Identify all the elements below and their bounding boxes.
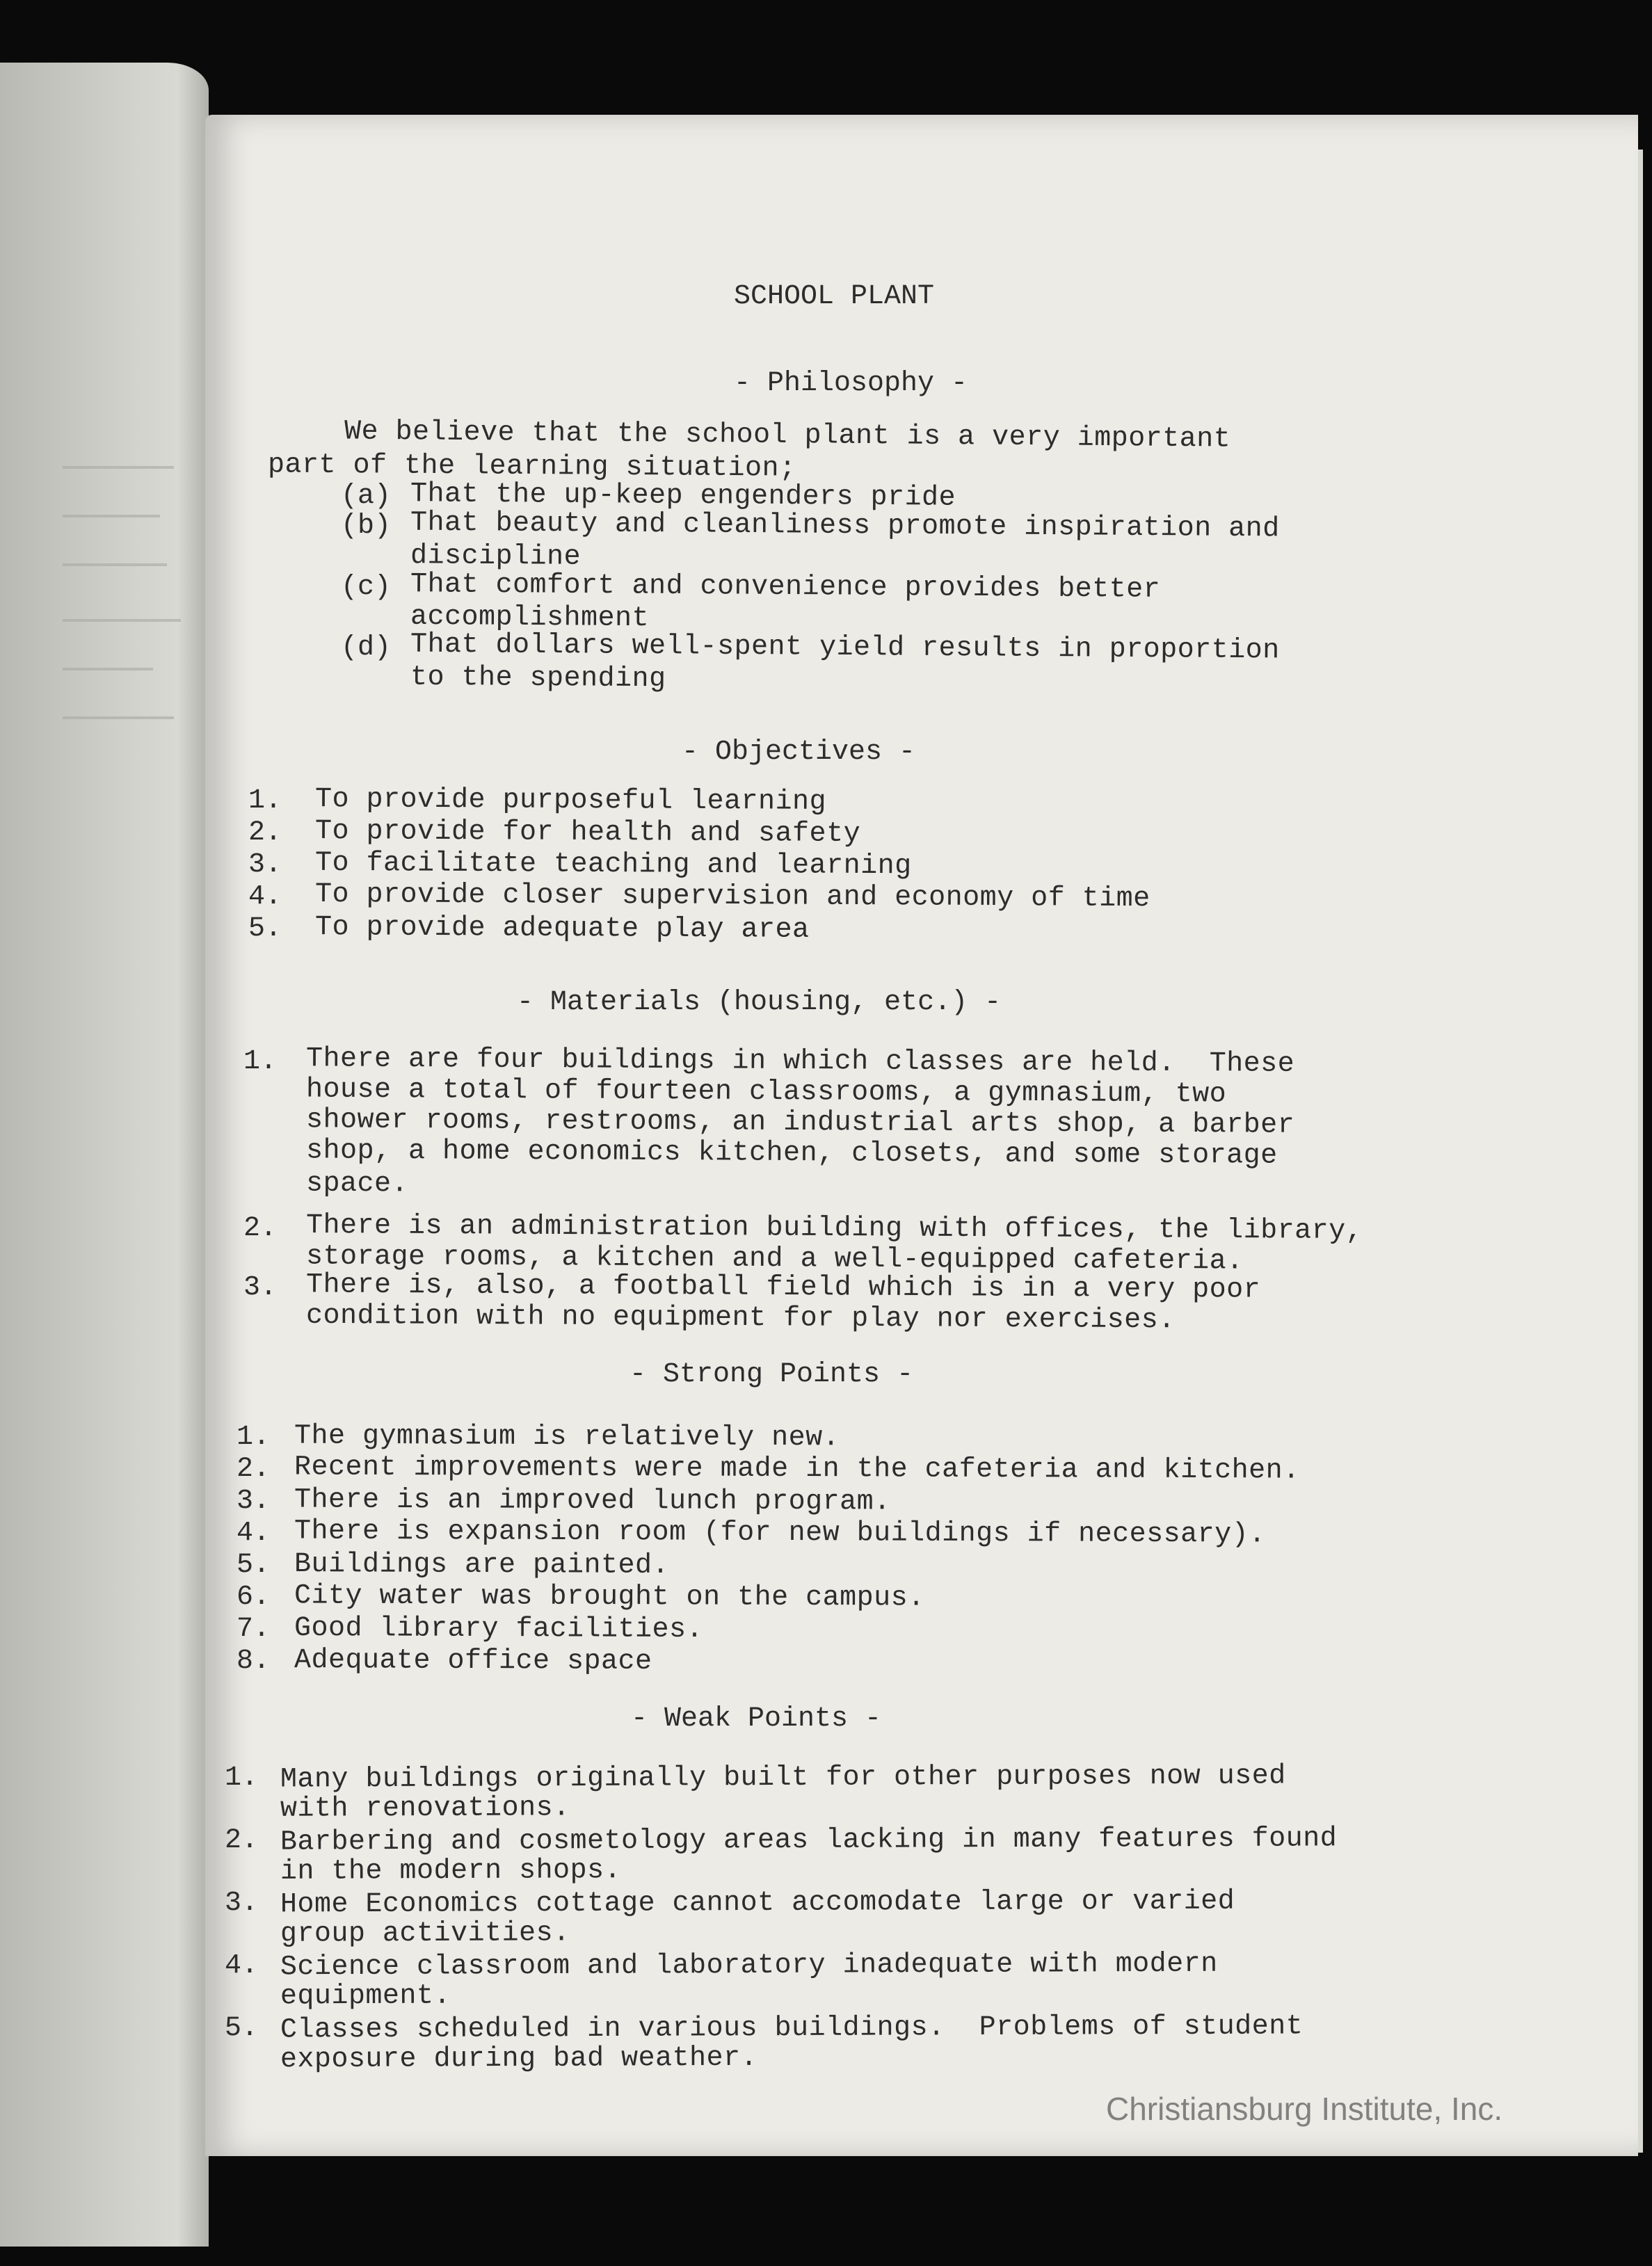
watermark-text: Christiansburg Institute, Inc. (1106, 2091, 1503, 2127)
bleed-through-mark (63, 466, 174, 469)
list-item-text: discipline (410, 540, 582, 573)
list-marker: 5. (248, 913, 282, 945)
list-item-text: house a total of fourteen classrooms, a gymnasium, two (305, 1074, 1227, 1111)
list-item-text: That the up-keep engenders pride (410, 479, 956, 514)
section-heading-weak-points: - Weak Points - (631, 1703, 882, 1735)
list-item-text: To provide adequate play area (314, 912, 810, 946)
list-item-text: equipment. (280, 1980, 451, 2013)
list-marker: 3. (248, 849, 282, 881)
list-item-text: Home Economics cottage cannot accomodate large or varied (280, 1886, 1235, 1921)
section-heading-strong-points: - Strong Points - (629, 1359, 914, 1390)
list-item-text: to the spending (410, 661, 666, 696)
list-marker: 3. (236, 1486, 271, 1517)
list-item-text: Science classroom and laboratory inadequate with modern (280, 1948, 1218, 1984)
list-item-text: Barbering and cosmetology areas lacking in many features found (280, 1823, 1338, 1858)
list-item-text: There are four buildings in which classes are held. These (305, 1043, 1295, 1080)
list-marker: (c) (341, 572, 392, 603)
list-item-text: To provide for health and safety (314, 815, 861, 851)
list-item-text: in the modern shops. (280, 1855, 622, 1888)
list-item-text: Buildings are painted. (294, 1549, 670, 1582)
list-item-text: There is expansion room (for new buildings if necessary). (294, 1516, 1266, 1551)
section-heading-objectives: - Objectives - (682, 737, 916, 768)
list-marker: 1. (248, 785, 282, 817)
list-item-text: That beauty and cleanliness promote inspiration and (410, 507, 1280, 545)
document-page (205, 115, 1638, 2156)
list-marker: 2. (225, 1825, 259, 1856)
bleed-through-mark (63, 619, 181, 622)
list-item-text: There is an improved lunch program. (294, 1484, 891, 1518)
list-item-text: condition with no equipment for play nor exercises. (305, 1300, 1176, 1337)
bleed-through-mark (63, 668, 153, 670)
list-item-text: To provide purposeful learning (314, 784, 827, 818)
page-title: SCHOOL PLANT (734, 281, 935, 312)
list-marker: 7. (236, 1614, 271, 1645)
list-item-text: That dollars well-spent yield results in proportion (410, 629, 1280, 667)
list-marker: (b) (341, 511, 392, 542)
list-marker: 2. (236, 1454, 271, 1485)
list-marker: (d) (341, 632, 392, 664)
list-item-text: There is, also, a football field which is in a very poor (305, 1269, 1261, 1306)
bleed-through-mark (63, 716, 174, 719)
list-item-text: Good library facilities. (294, 1612, 704, 1646)
list-item-text: There is an administration building with offices, the library, (305, 1210, 1363, 1247)
section-heading-philosophy: - Philosophy - (734, 368, 968, 399)
list-item-text: shop, a home economics kitchen, closets, and some storage (305, 1135, 1278, 1172)
list-marker: 1. (225, 1762, 259, 1794)
list-marker: 3. (243, 1272, 278, 1303)
list-item-text: To facilitate teaching and learning (314, 847, 912, 883)
list-item-text: To provide closer supervision and economy of time (314, 878, 1150, 915)
list-item-text: space. (305, 1168, 409, 1200)
list-marker: 4. (248, 881, 282, 913)
list-item-text: Many buildings originally built for other purposes now used (280, 1760, 1286, 1796)
list-marker: 5. (236, 1550, 271, 1581)
list-marker: 1. (236, 1422, 271, 1453)
list-marker: 5. (225, 2013, 259, 2044)
list-item-text: Adequate office space (294, 1645, 652, 1678)
list-marker: (a) (341, 481, 392, 512)
list-marker: 4. (225, 1950, 259, 1982)
list-item-text: with renovations. (280, 1792, 570, 1825)
list-item-text: Classes scheduled in various buildings. Problems of student (280, 2011, 1304, 2046)
list-item-text: The gymnasium is relatively new. (294, 1420, 840, 1454)
list-item-text: exposure during bad weather. (280, 2042, 758, 2076)
bleed-through-mark (63, 563, 167, 566)
list-marker: 6. (236, 1582, 271, 1613)
paragraph-line: We believe that the school plant is a very important (344, 416, 1231, 456)
list-item-text: Recent improvements were made in the cafeteria and kitchen. (294, 1452, 1300, 1487)
list-marker: 1. (243, 1046, 278, 1077)
list-item-text: group activities. (280, 1918, 570, 1950)
bleed-through-mark (63, 515, 160, 517)
list-marker: 4. (236, 1518, 271, 1549)
list-item-text: shower rooms, restrooms, an industrial arts shop, a barber (305, 1104, 1295, 1141)
list-item-text: accomplishment (410, 601, 650, 635)
list-marker: 8. (236, 1646, 271, 1677)
left-facing-page (0, 63, 209, 2247)
list-marker: 2. (248, 817, 282, 849)
list-item-text: That comfort and convenience provides better (410, 569, 1161, 606)
list-item-text: storage rooms, a kitchen and a well-equipped cafeteria. (305, 1241, 1244, 1278)
paragraph-line: part of the learning situation; (267, 449, 796, 485)
list-marker: 3. (225, 1888, 259, 1919)
list-item-text: City water was brought on the campus. (294, 1580, 925, 1614)
section-heading-materials: - Materials (housing, etc.) - (517, 987, 1002, 1018)
list-marker: 2. (243, 1213, 278, 1244)
